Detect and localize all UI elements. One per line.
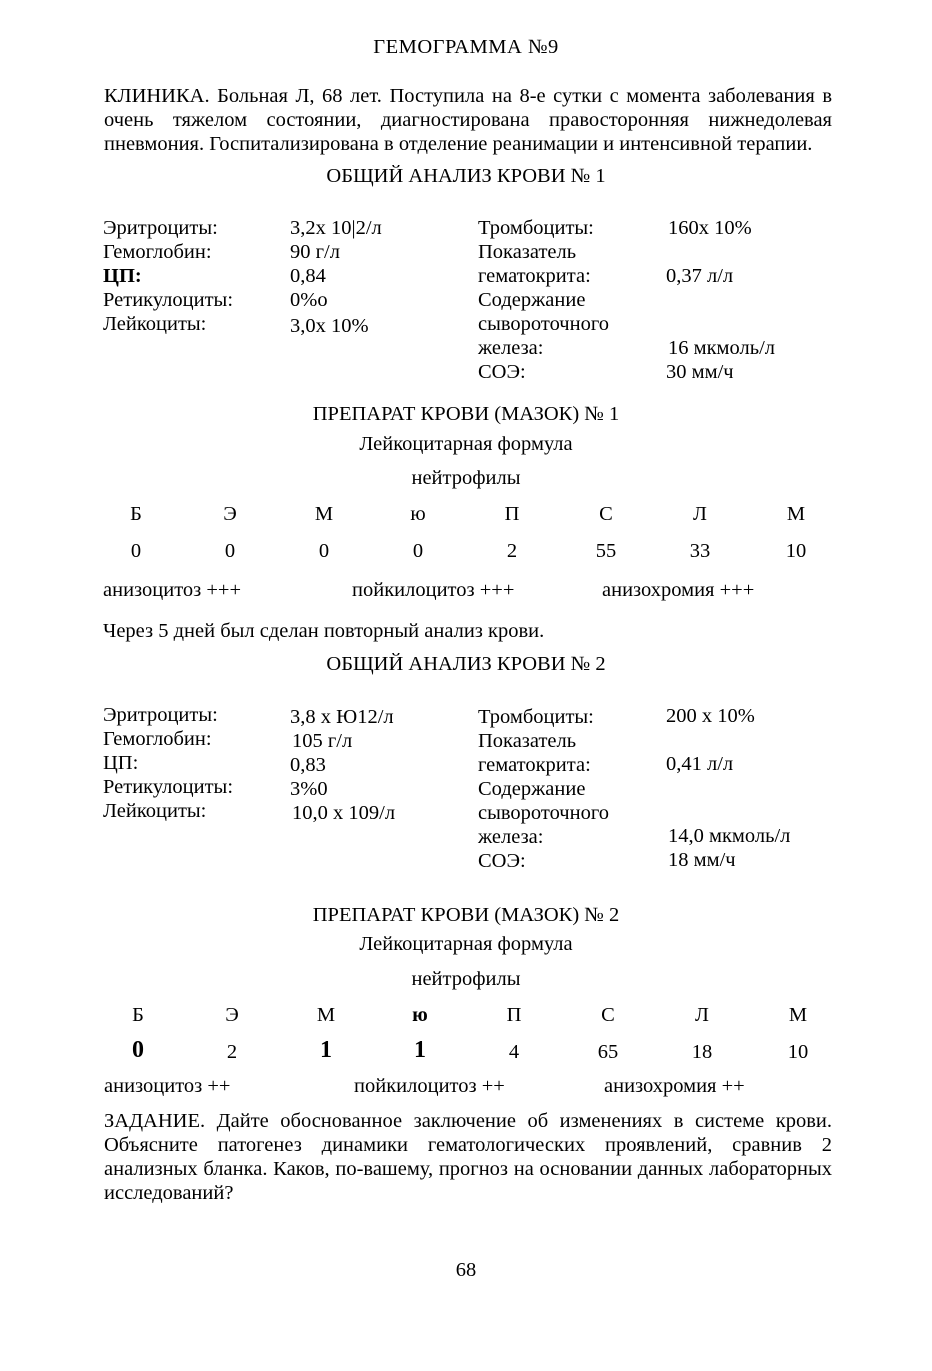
smear2-anisochromia-note: анизохромия ++ xyxy=(604,1075,745,1097)
analysis1-label-content: Содержание xyxy=(478,289,586,311)
analysis1-label-esr: СОЭ: xyxy=(478,361,526,383)
smear2-header-cell: Э xyxy=(225,1004,239,1026)
analysis1-value-iron: 16 мкмоль/л xyxy=(668,337,776,359)
page-title: ГЕМОГРАММА №9 xyxy=(373,36,559,58)
analysis2-label-content: Содержание xyxy=(478,778,586,800)
smear1-header-cell: М xyxy=(314,503,334,525)
smear1-header-cell: П xyxy=(504,503,520,525)
analysis1-label-indicator: Показатель xyxy=(478,241,577,263)
smear2-value-cell: 65 xyxy=(597,1041,619,1063)
analysis1-label-leukocytes: Лейкоциты: xyxy=(103,313,207,335)
analysis1-value-reticulocytes: 0%о xyxy=(290,289,328,311)
smear2-value-cell: 1 xyxy=(320,1037,332,1063)
smear1-anisochromia-note: анизохромия +++ xyxy=(602,579,755,601)
smear2-heading: ПРЕПАРАТ КРОВИ (МАЗОК) № 2 xyxy=(312,904,620,926)
smear1-header-cell: ю xyxy=(410,503,426,525)
smear1-value-cell: 0 xyxy=(412,540,424,562)
smear2-value-cell: 1 xyxy=(414,1037,426,1063)
smear1-value-cell: 0 xyxy=(130,540,142,562)
clinic-paragraph: КЛИНИКА. Больная Л, 68 лет. Поступила на 8-е сутки с момента заболевания в очень тяжелом состоянии, диагностирована правосторонняя нижнедолевая пневмония. Госпитализирована в отделение реанимации и интенсивной терапии. xyxy=(104,85,832,155)
analysis1-value-erythrocytes: 3,2х 10|2/л xyxy=(290,217,382,239)
analysis1-label-platelets: Тромбоциты: xyxy=(478,217,594,239)
analysis1-label-iron: железа: xyxy=(478,337,544,359)
analysis2-value-erythrocytes: 3,8 х Ю12/л xyxy=(290,706,394,728)
smear1-value-cell: 2 xyxy=(506,540,518,562)
smear1-subheading: Лейкоцитарная формула xyxy=(359,433,573,455)
analysis2-value-platelets: 200 х 10% xyxy=(666,705,755,727)
smear1-header-cell: С xyxy=(599,503,613,525)
analysis2-label-color-index: ЦП: xyxy=(103,752,139,774)
analysis1-label-serum: сывороточного xyxy=(478,313,609,335)
smear2-poikilocytosis-note: пойкилоцитоз ++ xyxy=(354,1075,505,1097)
analysis2-label-hematocrit: гематокрита: xyxy=(478,754,591,776)
smear1-value-cell: 10 xyxy=(785,540,807,562)
smear2-value-cell: 2 xyxy=(226,1041,238,1063)
analysis2-label-serum: сывороточного xyxy=(478,802,609,824)
analysis2-value-reticulocytes: 3%0 xyxy=(290,778,328,800)
smear2-header-cell: С xyxy=(601,1004,615,1026)
smear2-header-cell: Б xyxy=(132,1004,144,1026)
smear1-value-cell: 33 xyxy=(689,540,711,562)
analysis2-label-erythrocytes: Эритроциты: xyxy=(103,704,218,726)
smear2-subheading: Лейкоцитарная формула xyxy=(359,933,573,955)
smear2-value-cell: 4 xyxy=(508,1041,520,1063)
analysis2-heading: ОБЩИЙ АНАЛИЗ КРОВИ № 2 xyxy=(326,653,606,675)
smear1-header-cell: Л xyxy=(693,503,707,525)
smear1-poikilocytosis-note: пойкилоцитоз +++ xyxy=(352,579,515,601)
analysis1-label-hemoglobin: Гемоглобин: xyxy=(103,241,212,263)
smear1-header-cell: Б xyxy=(130,503,142,525)
smear2-header-cell: ю xyxy=(412,1004,428,1026)
analysis2-label-platelets: Тромбоциты: xyxy=(478,706,594,728)
analysis1-label-erythrocytes: Эритроциты: xyxy=(103,217,218,239)
analysis2-value-hematocrit: 0,41 л/л xyxy=(666,753,734,775)
analysis1-value-esr: 30 мм/ч xyxy=(666,361,734,383)
analysis1-value-platelets: 160х 10% xyxy=(668,217,752,239)
analysis1-value-hemoglobin: 90 г/л xyxy=(290,241,340,263)
analysis2-label-indicator: Показатель xyxy=(478,730,577,752)
analysis1-value-leukocytes: 3,0х 10% xyxy=(290,315,369,337)
analysis1-label-color-index: ЦП: xyxy=(103,265,142,287)
smear2-header-cell: М xyxy=(316,1004,336,1026)
analysis2-value-hemoglobin: 105 г/л xyxy=(292,730,353,752)
smear2-value-cell: 10 xyxy=(787,1041,809,1063)
smear2-header-cell: М xyxy=(788,1004,808,1026)
smear1-value-cell: 0 xyxy=(224,540,236,562)
analysis2-value-iron: 14,0 мкмоль/л xyxy=(668,825,791,847)
analysis2-value-color-index: 0,83 xyxy=(290,754,326,776)
smear1-group-label: нейтрофилы xyxy=(411,467,521,489)
analysis1-label-reticulocytes: Ретикулоциты: xyxy=(103,289,234,311)
smear2-group-label: нейтрофилы xyxy=(411,968,521,990)
analysis1-heading: ОБЩИЙ АНАЛИЗ КРОВИ № 1 xyxy=(326,165,606,187)
smear1-header-cell: М xyxy=(786,503,806,525)
analysis2-label-reticulocytes: Ретикулоциты: xyxy=(103,776,234,798)
page-number: 68 xyxy=(455,1259,477,1281)
smear2-header-cell: П xyxy=(506,1004,522,1026)
task-paragraph: ЗАДАНИЕ. Дайте обоснованное заключение об изменениях в системе крови. Объясните патогенез динамики гематологических проявлений, сравнив 2 анализных бланка. Каков, по-вашему, прогноз на основании данных лабораторных исследований? xyxy=(104,1110,832,1204)
analysis2-label-hemoglobin: Гемоглобин: xyxy=(103,728,212,750)
smear1-value-cell: 55 xyxy=(595,540,617,562)
smear1-value-cell: 0 xyxy=(318,540,330,562)
smear1-header-cell: Э xyxy=(223,503,237,525)
smear2-value-cell: 18 xyxy=(691,1041,713,1063)
analysis2-label-leukocytes: Лейкоциты: xyxy=(103,800,207,822)
smear1-heading: ПРЕПАРАТ КРОВИ (МАЗОК) № 1 xyxy=(312,403,620,425)
analysis1-value-hematocrit: 0,37 л/л xyxy=(666,265,734,287)
analysis1-label-hematocrit: гематокрита: xyxy=(478,265,591,287)
analysis1-value-color-index: 0,84 xyxy=(290,265,326,287)
smear2-header-cell: Л xyxy=(695,1004,709,1026)
smear1-anisocytosis-note: анизоцитоз +++ xyxy=(103,579,242,601)
analysis2-value-esr: 18 мм/ч xyxy=(668,849,736,871)
repeat-analysis-note: Через 5 дней был сделан повторный анализ крови. xyxy=(103,620,545,642)
smear2-anisocytosis-note: анизоцитоз ++ xyxy=(104,1075,231,1097)
analysis2-value-leukocytes: 10,0 х 109/л xyxy=(292,802,396,824)
analysis2-label-esr: СОЭ: xyxy=(478,850,526,872)
smear2-value-cell: 0 xyxy=(132,1037,144,1063)
analysis2-label-iron: железа: xyxy=(478,826,544,848)
